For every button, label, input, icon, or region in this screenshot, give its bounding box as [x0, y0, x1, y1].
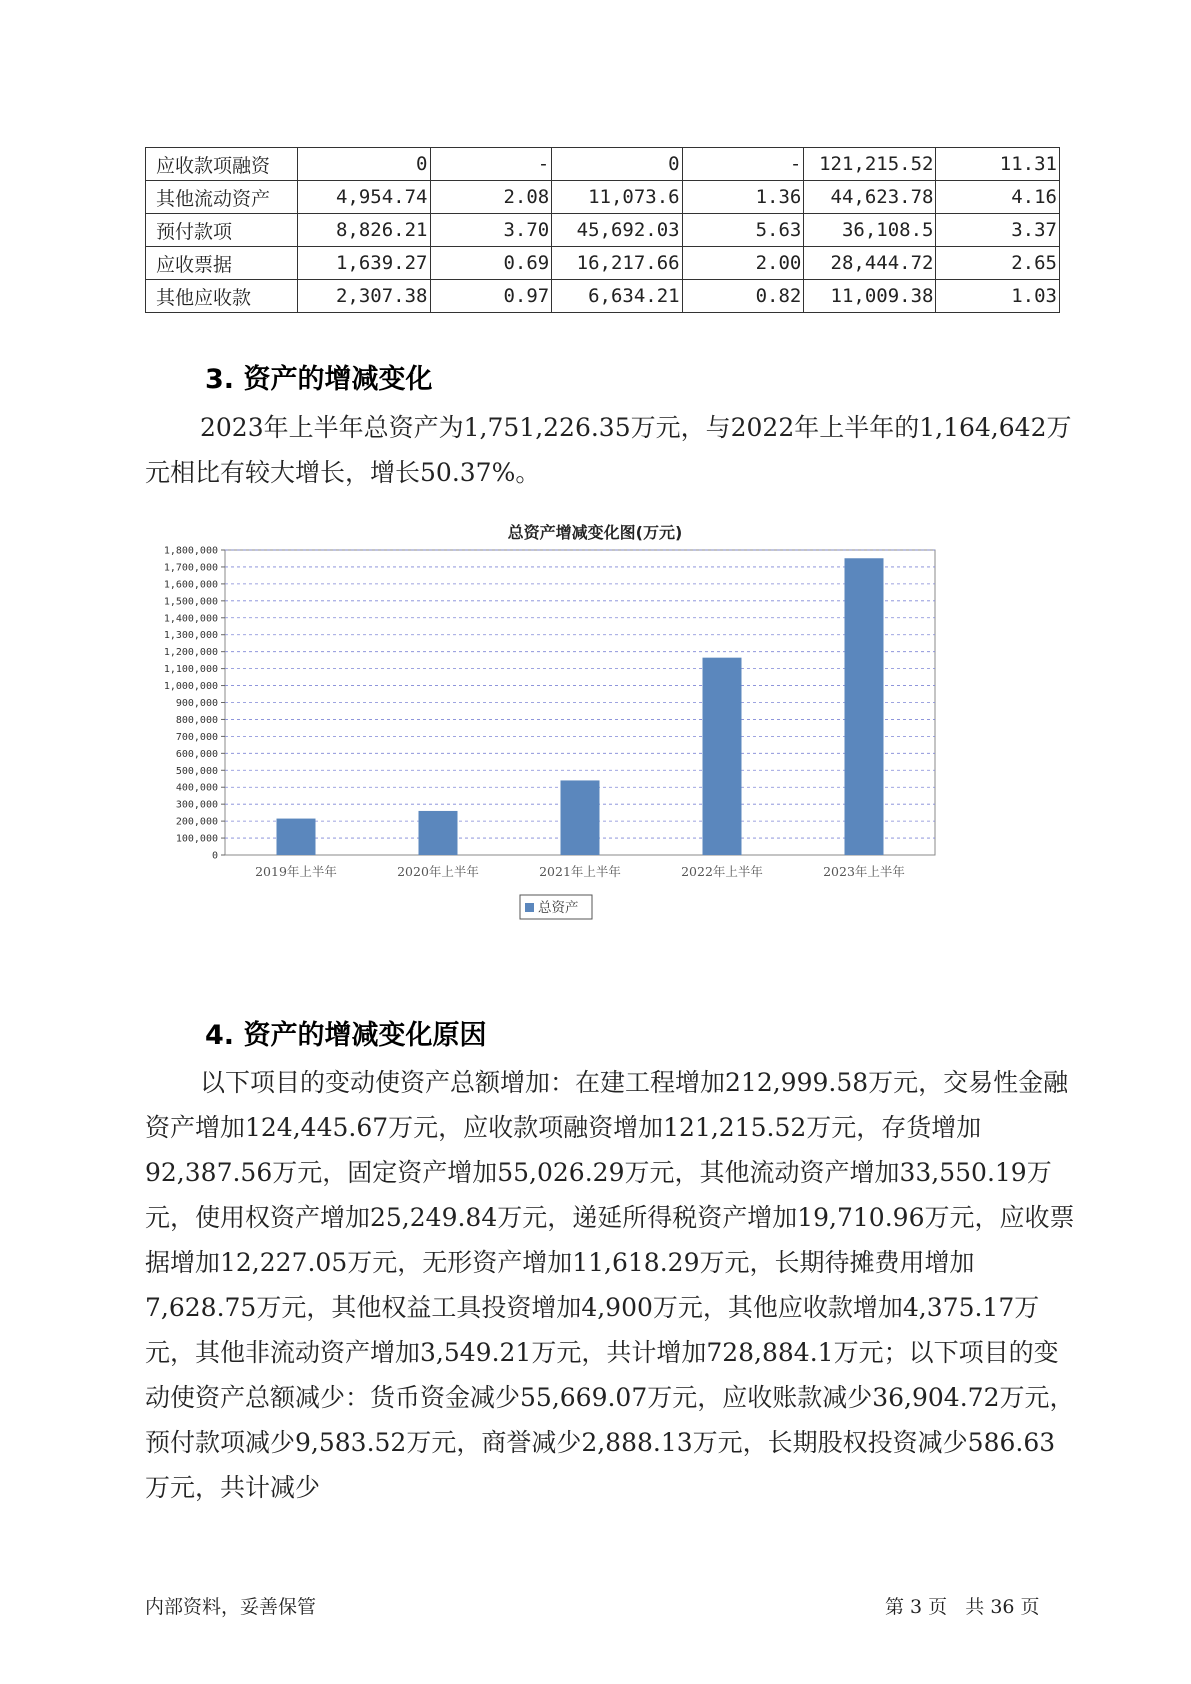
chart-title: 总资产增减变化图(万元)	[507, 523, 683, 542]
y-tick-label: 200,000	[175, 816, 218, 828]
bar-5	[845, 558, 884, 855]
x-tick-label: 2020年上半年	[397, 864, 479, 879]
y-tick-label: 500,000	[175, 765, 218, 777]
table-cell: 1,639.27	[297, 247, 430, 280]
y-tick-label: 100,000	[175, 833, 218, 845]
section-4-heading: 4. 资产的增减变化原因	[205, 1020, 487, 1051]
table-cell: 0	[297, 148, 430, 181]
legend-swatch	[525, 903, 534, 912]
row-label: 应收款项融资	[146, 148, 298, 181]
table-cell: 11,009.38	[804, 280, 936, 313]
chart-svg	[145, 520, 1045, 980]
section-3-heading: 3. 资产的增减变化	[205, 364, 433, 395]
row-label: 其他应收款	[146, 280, 298, 313]
y-tick-label: 400,000	[175, 782, 218, 794]
y-tick-label: 0	[211, 850, 218, 862]
table-cell: 0	[552, 148, 682, 181]
table-cell: 11,073.6	[552, 181, 682, 214]
y-tick-label: 1,800,000	[163, 545, 218, 557]
table-cell: 1.36	[682, 181, 804, 214]
table-cell: 5.63	[682, 214, 804, 247]
table-row	[146, 247, 1060, 280]
y-tick-label: 1,500,000	[163, 596, 218, 608]
y-tick-label: 700,000	[175, 731, 218, 743]
table-cell: 28,444.72	[804, 247, 936, 280]
bar-1	[277, 819, 316, 855]
table-cell: 4,954.74	[297, 181, 430, 214]
table-cell: 0.69	[430, 247, 552, 280]
table-cell: 36,108.5	[804, 214, 936, 247]
footer-page-number: 第 3 页 共 36 页	[885, 1596, 1040, 1618]
table-row	[146, 214, 1060, 247]
y-tick-label: 1,700,000	[163, 562, 218, 574]
table-cell: 2.65	[936, 247, 1060, 280]
x-tick-label: 2023年上半年	[823, 864, 905, 879]
y-tick-label: 900,000	[175, 698, 218, 709]
table-row	[146, 148, 1060, 181]
table-cell: 0.82	[682, 280, 804, 313]
table-cell: 8,826.21	[297, 214, 430, 247]
bar-3	[561, 780, 600, 855]
total-assets-chart	[145, 520, 1045, 980]
table-cell: -	[682, 148, 804, 181]
table-cell: 44,623.78	[804, 181, 936, 214]
table-cell: 16,217.66	[552, 247, 682, 280]
table-cell: 6,634.21	[552, 280, 682, 313]
y-tick-label: 600,000	[175, 748, 218, 760]
table-cell: 2,307.38	[297, 280, 430, 313]
table-cell: 121,215.52	[804, 148, 936, 181]
section-3-text: 2023年上半年总资产为1,751,226.35万元，与2022年上半年的1,164,642万元相比有较大增长，增长50.37%。	[145, 413, 1072, 487]
table-cell: 3.70	[430, 214, 552, 247]
x-tick-label: 2021年上半年	[539, 864, 621, 879]
table-cell: 4.16	[936, 181, 1060, 214]
legend-label: 总资产	[538, 900, 579, 916]
table-cell: 0.97	[430, 280, 552, 313]
section-3-paragraph	[145, 405, 1080, 495]
table-row	[146, 280, 1060, 313]
table-cell: 1.03	[936, 280, 1060, 313]
table-cell: 2.08	[430, 181, 552, 214]
bar-4	[703, 658, 742, 855]
section-4-paragraph	[145, 1060, 1080, 1510]
table-cell: 45,692.03	[552, 214, 682, 247]
asset-table	[145, 147, 1060, 313]
y-tick-label: 1,000,000	[163, 681, 218, 693]
table-cell: -	[430, 148, 552, 181]
y-tick-label: 800,000	[175, 714, 218, 726]
row-label: 其他流动资产	[146, 181, 298, 214]
table-row	[146, 181, 1060, 214]
footer-left: 内部资料，妥善保管	[145, 1596, 317, 1618]
table-cell: 3.37	[936, 214, 1060, 247]
table-cell: 11.31	[936, 148, 1060, 181]
y-tick-label: 1,100,000	[163, 664, 218, 676]
table-cell: 2.00	[682, 247, 804, 280]
y-tick-label: 1,400,000	[163, 613, 218, 625]
bar-2	[419, 811, 458, 855]
x-tick-label: 2022年上半年	[681, 864, 763, 879]
row-label: 预付款项	[146, 214, 298, 247]
section-4-text: 以下项目的变动使资产总额增加：在建工程增加212,999.58万元，交易性金融资产增加124,445.67万元，应收款项融资增加121,215.52万元，存货增加92,387.56万元，固定资产增加55,026.29万元，其他流动资产增加33,550.19万元，使用权资产增加25,249.84万元，递延所得税资产增加19,710.96万元，应收票据增加12,227.05万元，无形资产增加11,618.29万元，长期待摊费用增加7,628.75万元，其他权益工具投资增加4,900万元，其他应收款增加4,375.17万元，其他非流动资产增加3,549.21万元，共计增加728,884.1万元；以下项目的变动使资产总额减少：货币资金减少55,669.07万元，应收账款减少36,904.72万元，预付款项减少9,583.52万元，商誉减少2,888.13万元，长期股权投资减少586.63万元，共计减少	[145, 1068, 1075, 1502]
y-tick-label: 1,200,000	[163, 647, 218, 659]
y-tick-label: 300,000	[175, 799, 218, 811]
row-label: 应收票据	[146, 247, 298, 280]
y-tick-label: 1,600,000	[163, 579, 218, 591]
y-tick-label: 1,300,000	[163, 630, 218, 642]
x-tick-label: 2019年上半年	[255, 864, 337, 879]
